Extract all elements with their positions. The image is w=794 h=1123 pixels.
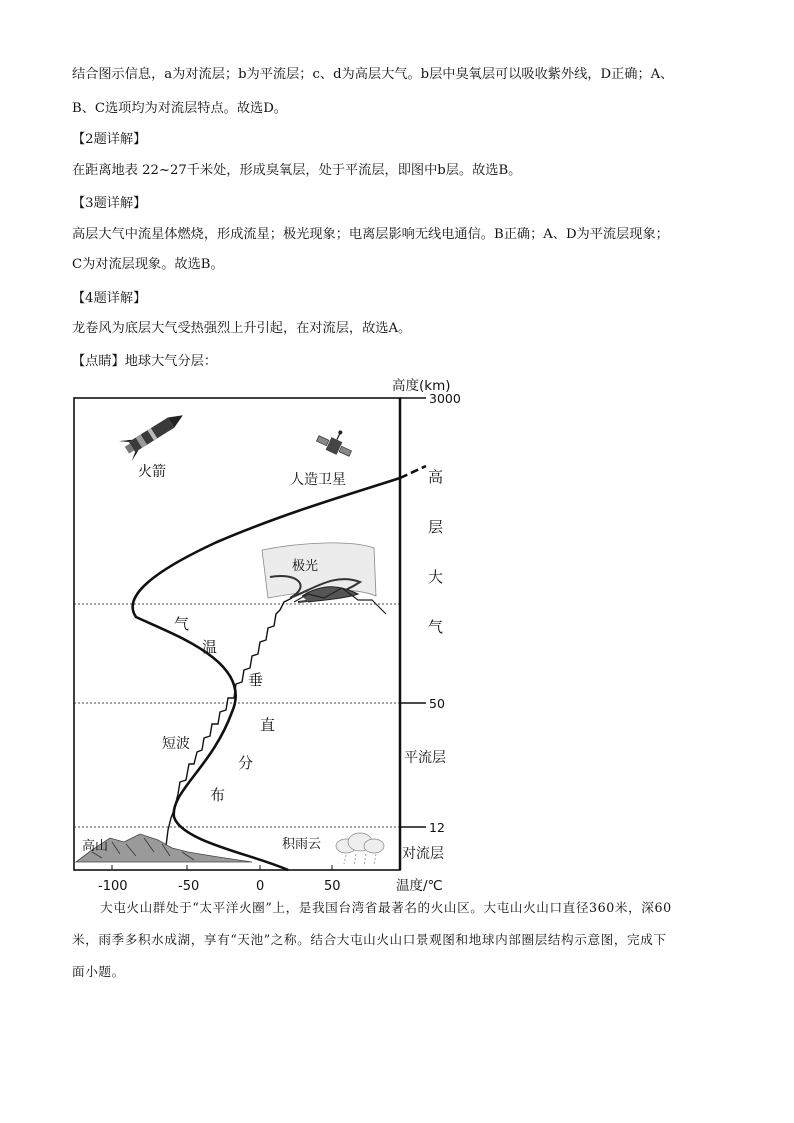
curve-label-char-2: 温	[202, 638, 218, 656]
curve-label-char-3: 垂	[248, 671, 264, 689]
satellite-label: 人造卫星	[290, 472, 346, 488]
atmosphere-layer-diagram	[62, 372, 482, 894]
layer-label-stratosphere: 平流层	[404, 750, 446, 766]
answer-2: 在距离地表 22~27千米处，形成臭氧层，处于平流层，即图中b层。故选B。	[72, 163, 522, 178]
heading-q3: 【3题详解】	[72, 196, 147, 211]
answer-3-line-1: 高层大气中流星体燃烧，形成流星；极光现象；电离层影响无线电通信。B正确；A、D为平流层现象；	[72, 227, 669, 242]
layer-label-upper-atmosphere	[428, 468, 443, 636]
answer-1-line-1: 结合图示信息，a为对流层；b为平流层；c、d为高层大气。b层中臭氧层可以吸收紫外线，D正确；A、	[72, 67, 674, 82]
y-tick-50: 50	[429, 696, 445, 711]
temperature-curve	[133, 478, 400, 870]
curve-label-char-1: 气	[174, 615, 190, 633]
aurora-label: 极光	[292, 559, 319, 574]
x-tick--100: -100	[98, 879, 128, 894]
x-tick-0: 0	[256, 879, 265, 894]
cumulonimbus-icon	[336, 833, 384, 866]
shortwave-label: 短波	[162, 736, 190, 752]
heading-tip: 【点睛】地球大气分层：	[72, 354, 218, 369]
heading-q2: 【2题详解】	[72, 132, 147, 147]
intro-line-1: 大屯火山群处于“太平洋火圈”上，是我国台湾省最著名的火山区。大屯山火山口直径360米，深60	[100, 900, 672, 915]
curve-label-char-5: 分	[238, 754, 254, 772]
diagram-frame	[74, 398, 400, 870]
cloud-label: 积雨云	[282, 837, 322, 852]
intro-line-2: 米，雨季多积水成湖，享有“天池”之称。结合大屯山火山口景观图和地球内部圈层结构示意图，完成下	[72, 932, 667, 947]
heading-q4: 【4题详解】	[72, 291, 147, 306]
altitude-axis-title: 高度(km)	[392, 378, 451, 394]
mountain-label: 高山	[82, 839, 109, 854]
rocket-label: 火箭	[138, 464, 166, 480]
answer-3-line-2: C为对流层现象。故选B。	[72, 257, 224, 272]
answer-4: 龙卷风为底层大气受热强烈上升引起，在对流层，故选A。	[72, 321, 412, 336]
curve-label-char-4: 直	[260, 716, 276, 734]
x-tick--50: -50	[178, 879, 200, 894]
satellite-icon	[315, 423, 358, 460]
answer-1-line-2: B、C选项均为对流层特点。故选D。	[72, 101, 287, 116]
layer-label-troposphere: 对流层	[402, 846, 444, 862]
y-tick-12: 12	[429, 820, 445, 835]
aurora-icon	[262, 543, 386, 614]
x-axis-title: 温度/℃	[396, 878, 443, 894]
curve-label-char-6: 布	[210, 786, 226, 804]
intro-line-3: 面小题。	[72, 964, 125, 979]
x-tick-50: 50	[324, 879, 341, 894]
y-tick-3000: 3000	[429, 391, 461, 406]
upper-atmosphere-label: 高层大气	[428, 468, 444, 636]
rocket-icon	[119, 405, 189, 461]
temperature-curve-extension	[400, 466, 426, 478]
